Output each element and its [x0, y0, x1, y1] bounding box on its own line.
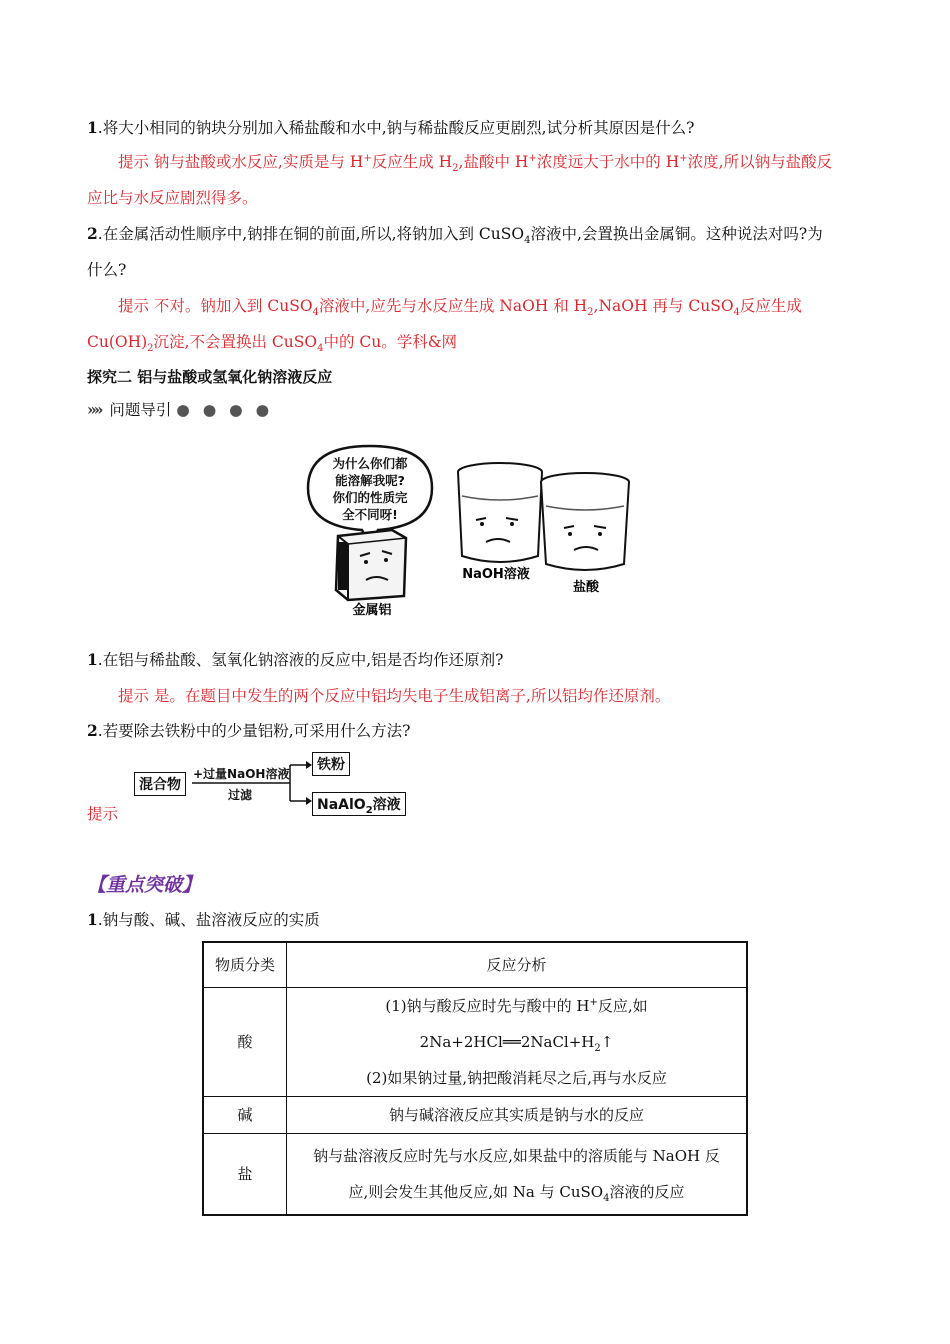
key-points-heading: 【重点突破】	[87, 874, 202, 896]
text: 应,则会发生其他反应,如 Na 与 CuSO	[348, 1182, 604, 1201]
text: 浓度,所以钠与盐酸反	[687, 153, 833, 171]
row-label: 酸	[203, 987, 287, 1096]
text: 2NaCl+H	[520, 1032, 595, 1051]
text: Cu(OH)	[87, 333, 148, 351]
flow-output-naalo2	[312, 792, 406, 816]
section-heading: 探究二 铝与盐酸或氢氧化钠溶液反应	[87, 368, 333, 386]
question-text: .在铝与稀盐酸、氢氧化钠溶液的反应中,铝是否均作还原剂?	[97, 651, 504, 669]
hint-label: 提示	[87, 805, 119, 823]
double-chevron-icon: »»	[87, 400, 101, 419]
text: 2Na+2HCl	[419, 1032, 503, 1051]
text: .在金属活动性顺序中,钠排在铜的前面,所以,将钠加入到 CuSO	[97, 225, 525, 243]
question-4	[87, 719, 410, 741]
sub: 2	[452, 163, 459, 175]
table-row	[203, 987, 747, 1096]
text: 溶液的反应	[609, 1182, 685, 1201]
dots-decoration: ● ● ● ●	[176, 401, 274, 419]
answer-3: 提示 是。在题目中发生的两个反应中铝均失电子生成铝离子,所以铝均作还原剂。	[118, 687, 671, 705]
aluminum-block	[336, 530, 406, 600]
sup: +	[528, 152, 537, 164]
question-3	[87, 648, 503, 670]
table-row	[203, 1133, 747, 1215]
text: 反应,如	[597, 996, 648, 1015]
naoh-label: NaOH溶液	[462, 567, 530, 582]
text: NaAlO	[317, 797, 366, 813]
text: ,NaOH 再与 CuSO	[593, 297, 734, 315]
al-label: 金属铝	[352, 603, 392, 618]
text: ,盐酸中 H	[458, 153, 529, 171]
flow-arrow-top-label: +过量NaOH溶液	[193, 767, 290, 781]
guide-label: 问题导引	[109, 401, 172, 419]
header-cell: 反应分析	[287, 942, 748, 987]
text: 溶液中,会置换出金属铜。这种说法对吗?为	[530, 225, 823, 243]
cell-line	[287, 988, 746, 1024]
point-text: .钠与酸、碱、盐溶液反应的实质	[97, 911, 320, 929]
table-header-row	[203, 942, 747, 987]
question-2-line2: 什么?	[87, 261, 127, 279]
sup: +	[589, 996, 598, 1008]
sub: 2	[594, 1042, 601, 1054]
question-text: .若要除去铁粉中的少量铝粉,可采用什么方法?	[97, 722, 411, 740]
speech-line: 全不同呀!	[342, 507, 398, 522]
sub: 4	[312, 307, 319, 319]
sub: 2	[587, 307, 594, 319]
row-content: 钠与碱溶液反应其实质是钠与水的反应	[287, 1096, 748, 1133]
sub: 4	[603, 1192, 610, 1204]
header-cell: 物质分类	[203, 942, 287, 987]
sub: 2	[147, 343, 154, 355]
sup: +	[679, 152, 688, 164]
sub: 4	[317, 343, 324, 355]
text: ══	[502, 1032, 521, 1051]
sub: 2	[365, 804, 373, 816]
speech-line: 你们的性质完	[332, 490, 408, 505]
question-number: 2	[87, 224, 98, 243]
text: 沉淀,不会置换出 CuSO	[153, 333, 318, 351]
point-1	[87, 908, 320, 930]
text: 反应生成 H	[371, 153, 453, 171]
text: (1)钠与酸反应时先与酸中的 H	[385, 996, 590, 1015]
sub: 4	[733, 307, 740, 319]
question-2-line1	[87, 222, 823, 247]
cell-line	[287, 1024, 746, 1060]
naoh-beaker	[458, 463, 542, 562]
hcl-label: 盐酸	[572, 580, 600, 595]
text: 提示 钠与盐酸或水反应,实质是与 H	[118, 153, 364, 171]
row-label: 盐	[203, 1133, 287, 1215]
cell-line	[287, 1174, 746, 1210]
flow-start-box: 混合物	[134, 772, 186, 796]
cell-line: 钠与盐溶液反应时先与水反应,如果盐中的溶质能与 NaOH 反	[313, 1146, 720, 1165]
answer-2-line2	[87, 330, 458, 355]
row-label: 碱	[203, 1096, 287, 1133]
question-number: 2	[87, 721, 98, 740]
question-number: 1	[87, 650, 98, 669]
text: 溶液	[372, 797, 401, 813]
answer-2-line1	[118, 294, 802, 319]
reaction-table	[202, 941, 748, 1216]
row-content	[287, 1133, 748, 1215]
text: ↑	[600, 1032, 614, 1051]
question-1	[87, 116, 694, 138]
flow-arrow-bottom-label: 过滤	[228, 788, 253, 802]
text: 反应生成	[739, 297, 802, 315]
cell-line: (2)如果钠过量,钠把酸消耗尽之后,再与水反应	[366, 1068, 667, 1087]
question-number: 1	[87, 118, 98, 137]
table-row	[203, 1096, 747, 1133]
question-text: .将大小相同的钠块分别加入稀盐酸和水中,钠与稀盐酸反应更剧烈,试分析其原因是什么?	[97, 119, 695, 137]
answer-1-line1	[118, 150, 833, 175]
sub: 4	[524, 235, 531, 247]
point-number: 1	[87, 910, 98, 929]
answer-1-line2: 应比与水反应剧烈得多。	[87, 189, 258, 207]
flow-output-iron: 铁粉	[312, 752, 350, 776]
text: 浓度远大于水中的 H	[536, 153, 680, 171]
text: 溶液中,应先与水反应生成 NaOH 和 H	[318, 297, 588, 315]
text: 提示 不对。钠加入到 CuSO	[118, 297, 313, 315]
text: 中的 Cu。学科&网	[323, 333, 458, 351]
speech-line: 为什么你们都	[332, 456, 408, 471]
row-content	[287, 987, 748, 1096]
cartoon-illustration	[300, 438, 635, 618]
speech-line: 能溶解我呢?	[335, 473, 405, 488]
sup: +	[363, 152, 372, 164]
hcl-beaker	[541, 473, 629, 570]
guide-line	[87, 398, 273, 420]
